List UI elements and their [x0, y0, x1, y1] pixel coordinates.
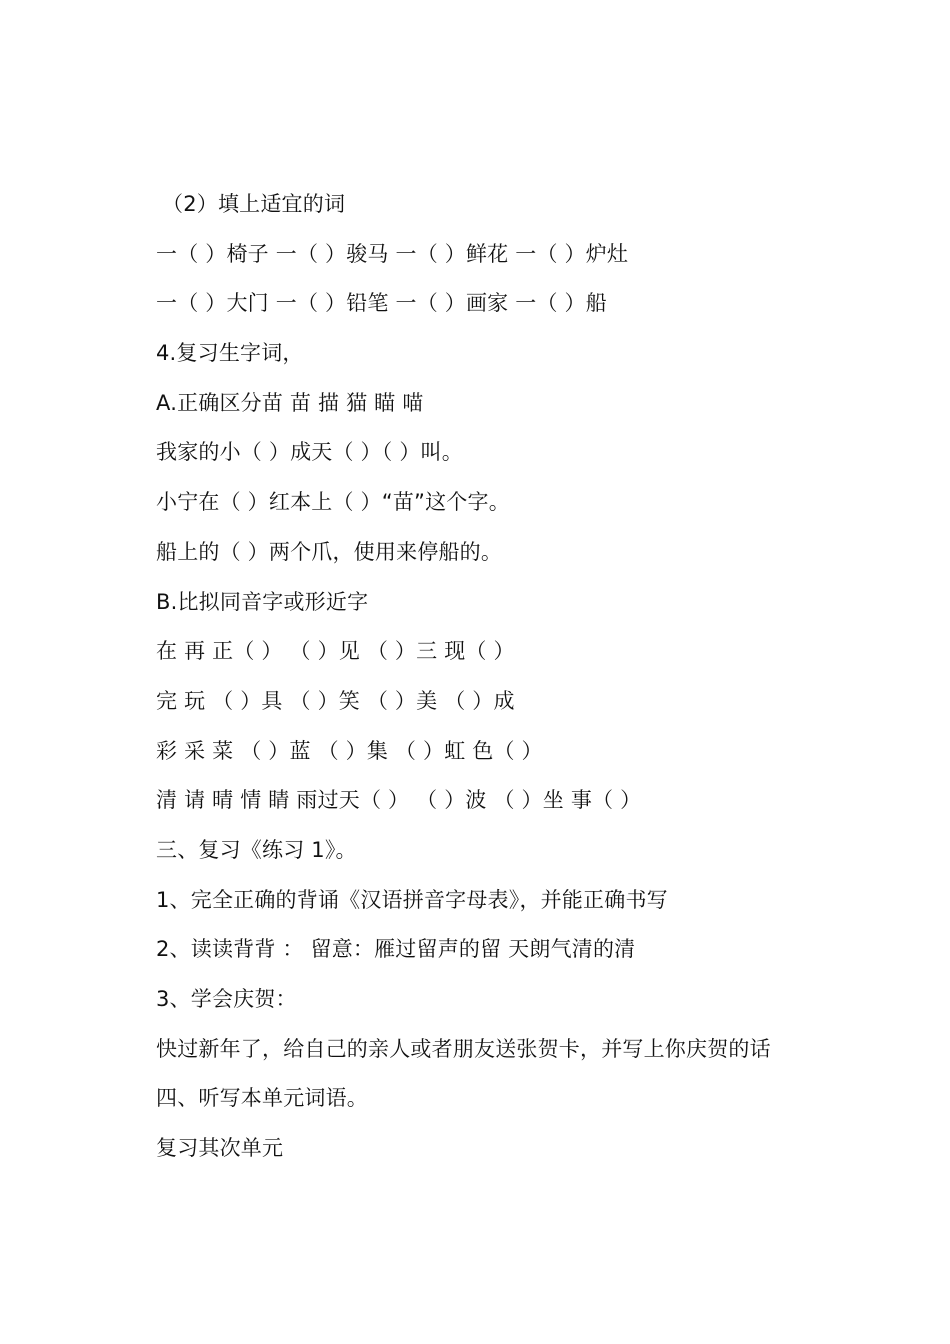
section-heading-fill-words: （2）填上适宜的词: [162, 192, 346, 216]
subsection-heading: A.正确区分苗 苗 描 猫 瞄 喵: [156, 390, 424, 415]
exercise-line: 船上的（ ）两个爪，使用来停船的。: [156, 539, 503, 564]
exercise-line: 彩 采 菜 （ ）蓝 （ ）集 （ ）虹 色（ ）: [156, 738, 543, 763]
exercise-line: 清 请 晴 情 睛 雨过天（ ） （ ）波 （ ）坐 事（ ）: [156, 788, 642, 813]
list-item: 1、完全正确的背诵《汉语拼音字母表》，并能正确书写: [156, 887, 668, 912]
exercise-line: 完 玩 （ ）具 （ ）笑 （ ）美 （ ）成: [156, 688, 515, 713]
document-body: [156, 184, 916, 1178]
section-heading-unit-2: 复习其次单元: [156, 1136, 284, 1161]
exercise-line: 小宁在（ ）红本上（ ）“苗”这个字。: [156, 490, 510, 515]
exercise-line: 一（ ）大门 一（ ）铅笔 一（ ）画家 一（ ）船: [156, 291, 607, 316]
exercise-line: 在 再 正（ ） （ ）见 （ ）三 现（ ）: [156, 639, 515, 664]
list-item: 2、读读背背 ： 留意：雁过留声的留 天朗气清的清: [156, 937, 636, 962]
exercise-line: 一（ ）椅子 一（ ）骏马 一（ ）鲜花 一（ ）炉灶: [156, 241, 629, 266]
section-heading-review-characters: 4.复习生字词，: [156, 341, 304, 366]
subsection-heading: B.比拟同音字或形近字: [156, 589, 369, 614]
list-item: 3、学会庆贺：: [156, 987, 297, 1011]
paragraph: 快过新年了，给自己的亲人或者朋友送张贺卡，并写上你庆贺的话: [156, 1036, 771, 1061]
section-heading-dictation: 四、听写本单元词语。: [156, 1086, 368, 1111]
exercise-line: 我家的小（ ）成天（ ）（ ）叫。: [156, 440, 463, 465]
section-heading-practice-1: 三、复习《练习 1》。: [156, 837, 357, 862]
